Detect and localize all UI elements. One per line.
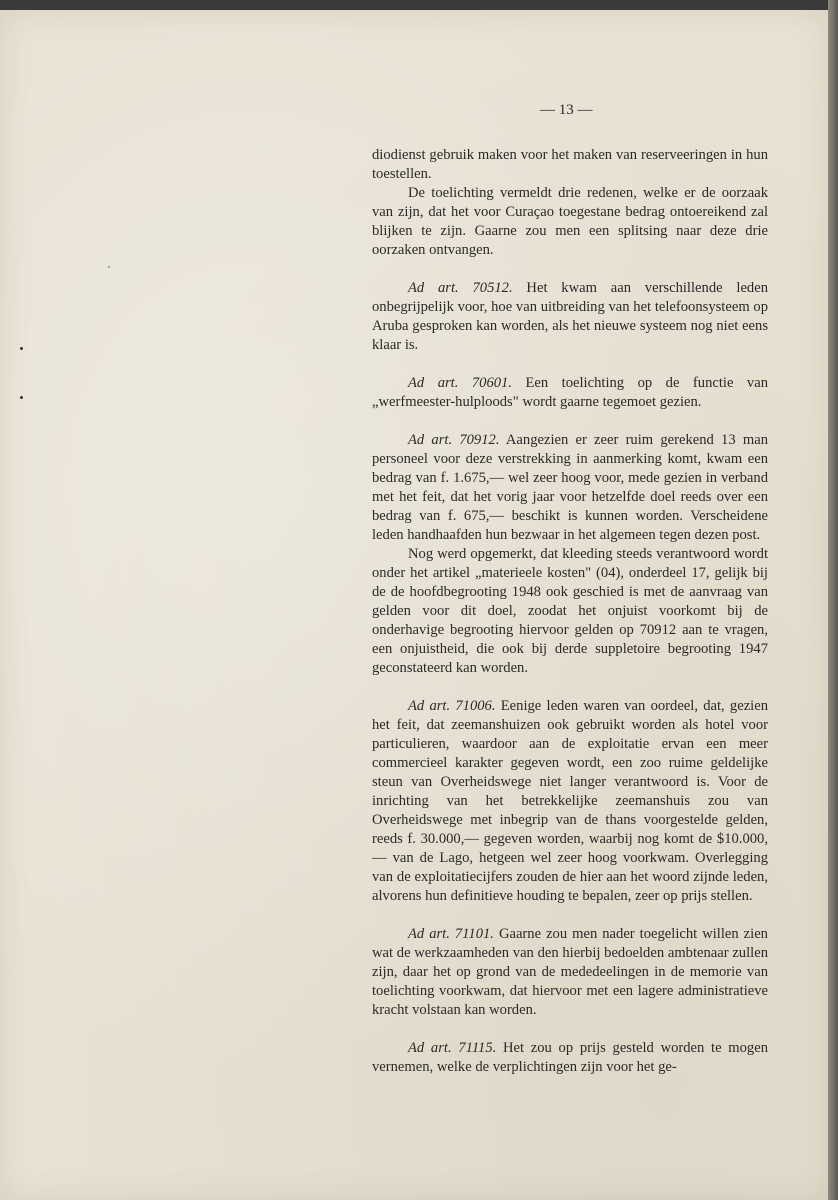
paper-speck xyxy=(108,266,110,268)
binding-hole-mark xyxy=(20,347,23,350)
paragraph-text: Het kwam aan verschillende leden onbegrijpelijk voor, hoe van uitbreiding van het telefoonsysteem op Aruba gesproken kan worden, als het nieuwe systeem nog niet eens klaar is. xyxy=(372,280,768,353)
paragraph xyxy=(372,545,768,678)
article-label: Ad art. 71115. xyxy=(408,1040,497,1056)
paragraph-text: Een toelichting op de functie van „werfmeester-hulploods" wordt gaarne tegemoet gezien. xyxy=(372,375,768,410)
paragraph-gap xyxy=(372,355,768,374)
binding-hole-mark xyxy=(20,396,23,399)
article-label: Ad art. 70912. xyxy=(408,432,500,448)
paragraph-gap xyxy=(372,412,768,431)
paragraph-text: Gaarne zou men nader toegelicht willen zien wat de werkzaamheden van den hierbij bedoelden ambtenaar zullen zijn, daar het op grond van de mededeelingen in de memorie van toelichting voorkwam, dat hiervoor met een lagere administratieve kracht volstaan kan worden. xyxy=(372,926,768,1018)
paragraph-gap xyxy=(372,906,768,925)
paragraph-gap xyxy=(372,678,768,697)
article-label: Ad art. 71006. xyxy=(408,698,496,714)
paragraph-gap xyxy=(372,1020,768,1039)
paragraph-text: Eenige leden waren van oordeel, dat, gezien het feit, dat zeemanshuizen ook gebruikt worden als hotel voor particulieren, waardoor aan de exploitatie ervan een meer commercieel karakter gegeven wordt, een zoo ruime geldelijke steun van Overheidswege niet langer verantwoord is. Voor de inrichting van het betrekkelijke zeemanshuis zou van Overheidswege met inbegrip van de thans voorgestelde gelden, reeds f. 30.000,— gegeven worden, waarbij nog komt de $10.000,— van de Lago, hetgeen wel zeer hoog voorkwam. Overlegging van de exploitatiecijfers zouden de hier aan het woord zijnde leden, alvorens hun definitieve houding te bepalen, zeer op prijs stellen. xyxy=(372,698,769,904)
paragraph-continuation xyxy=(372,146,768,184)
article-label: Ad art. 71101. xyxy=(408,926,494,942)
paragraph-article-70601 xyxy=(372,374,768,412)
scan-edge xyxy=(828,0,838,1200)
paragraph-text: diodienst gebruik maken voor het maken van reserveeringen in hun toestellen. xyxy=(372,147,768,182)
paragraph-article-70512 xyxy=(372,279,768,355)
paragraph-article-71101 xyxy=(372,925,768,1020)
page-body xyxy=(372,146,768,1077)
document-page xyxy=(0,10,828,1200)
article-label: Ad art. 70512. xyxy=(408,280,513,296)
paragraph-article-71006 xyxy=(372,697,768,906)
paragraph-text: Het zou op prijs gesteld worden te mogen vernemen, welke de verplichtingen zijn voor het ge- xyxy=(372,1040,769,1075)
paragraph-gap xyxy=(372,260,768,279)
paragraph-text: Aangezien er zeer ruim gerekend 13 man personeel voor deze verstrekking in aanmerking komt, kwam een bedrag van f. 1.675,— wel zeer hoog voor, mede gezien in verband met het feit, dat het vorig jaar voor hetzelfde doel reeds over een bedrag van f. 675,— beschikt is kunnen worden. Verscheidene leden handhaafden hun bezwaar in het algemeen tegen dezen post. xyxy=(372,432,768,543)
paragraph-text: Nog werd opgemerkt, dat kleeding steeds verantwoord wordt onder het artikel „materieele kosten" (04), onderdeel 17, gelijk bij de de hoofdbegrooting 1948 ook geschied is met de aanvraag van gelden voor dit doel, zoodat het onjuist voorkomt bij de onderhavige begrooting hiervoor gelden op 70912 aan te vragen, een onjuistheid, die ook bij derde suppletoire begrooting 1947 geconstateerd kan worden. xyxy=(372,546,768,676)
paragraph-article-70912 xyxy=(372,431,768,545)
page-number: — 13 — xyxy=(540,102,593,118)
paragraph-article-71115 xyxy=(372,1039,768,1077)
paragraph-text: De toelichting vermeldt drie redenen, welke er de oorzaak van zijn, dat het voor Curaçao toegestane bedrag ontoereikend zal blijken te zijn. Gaarne zou men een splitsing naar deze drie oorzaken ontvangen. xyxy=(372,185,768,258)
paragraph xyxy=(372,184,768,260)
article-label: Ad art. 70601. xyxy=(408,375,512,391)
